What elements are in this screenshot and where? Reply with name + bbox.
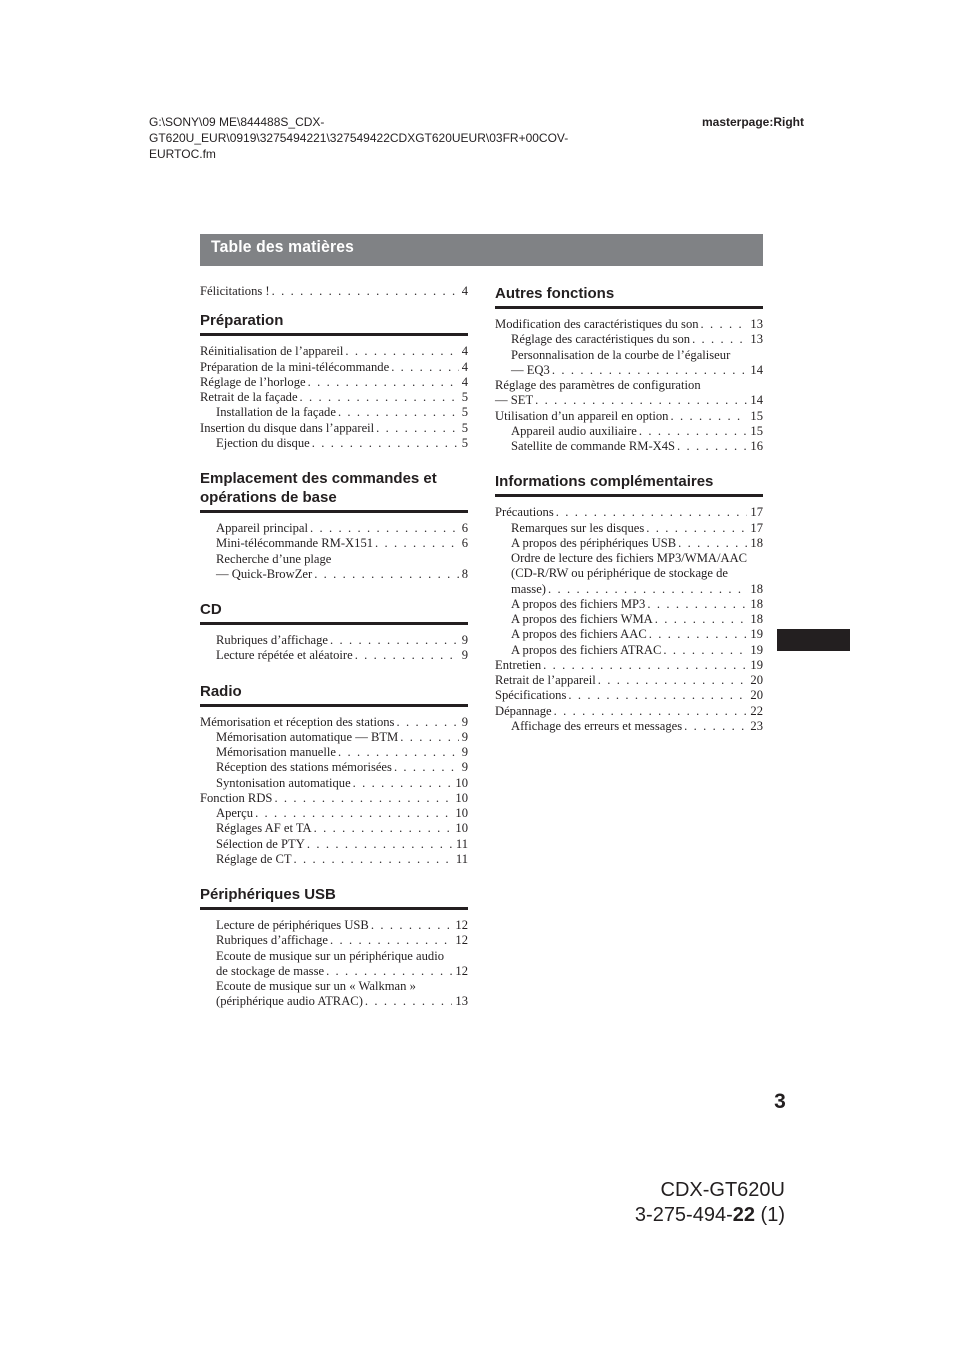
section-heading: Préparation xyxy=(200,311,468,336)
toc-entry-text: Modification des caractéristiques du son xyxy=(495,317,699,331)
dot-leader xyxy=(343,344,458,359)
dot-leader xyxy=(305,837,453,852)
toc-entry-text: Recherche d’une plage xyxy=(216,551,332,566)
dot-leader xyxy=(675,439,747,454)
toc-entry xyxy=(200,964,468,979)
toc-entry-text: Personnalisation de la courbe de l’égaliseur xyxy=(511,347,731,362)
dot-leader xyxy=(398,730,458,745)
toc-entry xyxy=(495,643,763,658)
toc-entry-text: Syntonisation automatique xyxy=(216,775,351,790)
toc-entry-text: A propos des fichiers ATRAC xyxy=(511,642,662,657)
toc-entry xyxy=(200,806,468,821)
toc-entry-page: 13 xyxy=(750,317,763,331)
dot-leader xyxy=(363,994,453,1009)
dot-leader xyxy=(369,918,453,933)
toc-entry-page: 23 xyxy=(750,718,763,733)
toc-entry-page: 9 xyxy=(461,729,468,744)
toc-entry-text: Lecture répétée et aléatoire xyxy=(216,648,353,663)
toc-entry-page: 17 xyxy=(750,505,763,520)
toc-entry xyxy=(200,536,468,551)
toc-entry xyxy=(200,776,468,791)
toc-title-bar xyxy=(200,234,763,266)
dot-leader xyxy=(328,933,452,948)
toc-entry xyxy=(200,284,468,299)
toc-entry-page: 14 xyxy=(750,362,763,377)
toc-entry-text: Ecoute de musique sur un « Walkman » xyxy=(216,979,416,993)
toc-entry-page: 9 xyxy=(461,760,468,775)
toc-entry-text: de stockage de masse xyxy=(216,963,325,978)
toc-entry xyxy=(495,424,763,439)
toc-entry-text: Mémorisation manuelle xyxy=(216,745,336,759)
section-heading: Informations complémentaires xyxy=(495,472,763,497)
toc-entry-text: (CD-R/RW ou périphérique de stockage de xyxy=(511,566,728,581)
toc-entry xyxy=(495,582,763,597)
dot-leader xyxy=(324,964,452,979)
toc-entry xyxy=(200,405,468,420)
dot-leader xyxy=(637,424,748,439)
dot-leader xyxy=(308,521,459,536)
toc-entry-page: 18 xyxy=(750,581,763,596)
toc-entry xyxy=(200,979,468,994)
toc-entry-text: Mémorisation et réception des stations xyxy=(200,714,395,729)
toc-entry-page: 10 xyxy=(455,790,468,805)
toc-entry-text: Félicitations ! xyxy=(200,284,270,298)
toc-entry-page: 19 xyxy=(750,627,763,642)
toc-entry-page: 9 xyxy=(461,648,468,663)
toc-entry xyxy=(495,627,763,642)
dot-leader xyxy=(328,633,459,648)
part-code-prefix: 3-275-494- xyxy=(634,1204,733,1226)
toc-entry xyxy=(495,393,763,408)
toc-entry xyxy=(200,852,468,867)
toc-entry-text: Préparation de la mini-télécommande xyxy=(200,359,390,374)
dot-leader xyxy=(312,821,453,836)
toc-entry-page: 9 xyxy=(461,745,468,759)
dot-leader xyxy=(298,390,459,405)
dot-leader xyxy=(310,436,459,451)
toc-entry-page: 4 xyxy=(461,284,468,298)
toc-entry xyxy=(200,390,468,405)
toc-entry-text: Lecture de périphériques USB xyxy=(216,918,369,932)
toc-entry-page: 6 xyxy=(461,536,468,551)
toc-entry xyxy=(495,439,763,454)
toc-entry-text: Réglage de CT xyxy=(216,851,292,866)
toc-entry-text: Fonction RDS xyxy=(200,790,273,805)
toc-entry xyxy=(200,648,468,663)
toc-entry-text: masse) xyxy=(511,581,546,596)
toc-entry xyxy=(495,317,763,332)
toc-entry-text: Utilisation d’un appareil en option xyxy=(495,408,669,423)
section-heading: Autres fonctions xyxy=(495,284,763,309)
toc-entry xyxy=(200,745,468,760)
toc-entry-text: Aperçu xyxy=(216,806,254,820)
file-path-header: G:\SONY\09 ME\844488S_CDX-GT620U_EUR\0919\3275494221\327549422CDXGT620UEUR\03FR+00COV-EURTOC.fm xyxy=(149,115,569,161)
toc-entry xyxy=(200,436,468,451)
toc-entry-page: 15 xyxy=(750,408,763,423)
dot-leader xyxy=(389,360,459,375)
toc-entry-page: 18 xyxy=(750,596,763,611)
toc-entry xyxy=(200,730,468,745)
toc-entry xyxy=(200,633,468,648)
toc-entry-page: 17 xyxy=(750,520,763,535)
toc-entry-page: 5 xyxy=(461,390,468,404)
model-name: CDX-GT620U xyxy=(660,1179,785,1201)
toc-entry-text: Installation de la façade xyxy=(216,405,336,420)
dot-leader xyxy=(566,688,747,703)
dot-leader xyxy=(596,673,748,688)
toc-entry-page: 5 xyxy=(461,405,468,420)
dot-leader xyxy=(699,317,748,332)
toc-entry-page: 12 xyxy=(455,933,468,948)
page-title: Table des matières xyxy=(211,237,354,256)
toc-entry-text: Satellite de commande RM-X4S xyxy=(511,439,676,453)
part-code xyxy=(600,1203,785,1228)
toc-entry xyxy=(495,658,763,673)
toc-entry-text: Réglage des caractéristiques du son xyxy=(511,332,691,347)
dot-leader xyxy=(661,643,747,658)
toc-entry xyxy=(200,791,468,806)
masterpage-label: masterpage:Right xyxy=(701,115,804,129)
toc-entry xyxy=(495,521,763,536)
toc-entry-text: Ordre de lecture des fichiers MP3/WMA/AAC xyxy=(511,551,748,565)
toc-entry-page: 18 xyxy=(750,612,763,626)
toc-entry-page: 11 xyxy=(455,851,468,866)
toc-entry-text: Remarques sur les disques xyxy=(511,520,645,535)
dot-leader xyxy=(374,421,459,436)
toc-entry xyxy=(495,551,763,566)
dot-leader xyxy=(373,536,459,551)
section-tab-marker xyxy=(777,629,850,651)
toc-entry xyxy=(495,704,763,719)
toc-right-column xyxy=(495,284,763,734)
section-heading: CD xyxy=(200,600,468,625)
dot-leader xyxy=(336,745,459,760)
toc-entry-page: 9 xyxy=(461,633,468,647)
toc-entry-page: 19 xyxy=(750,642,763,657)
dot-leader xyxy=(690,332,747,347)
toc-entry-text: — EQ3 xyxy=(511,362,550,377)
dot-leader xyxy=(353,648,459,663)
dot-leader xyxy=(292,852,453,867)
dot-leader xyxy=(546,582,747,597)
toc-entry-text: Entretien xyxy=(495,657,542,672)
toc-entry-page: 10 xyxy=(455,806,468,820)
toc-entry xyxy=(200,360,468,375)
toc-entry-text: Appareil audio auxiliaire xyxy=(511,423,637,438)
toc-entry-page: 5 xyxy=(461,435,468,450)
toc-entry-text: Retrait de l’appareil xyxy=(495,673,596,687)
dot-leader xyxy=(272,791,452,806)
dot-leader xyxy=(394,715,458,730)
part-code-bold: 22 xyxy=(732,1204,755,1226)
toc-entry xyxy=(200,994,468,1009)
toc-entry xyxy=(200,821,468,836)
toc-entry-text: Réglage des paramètres de configuration xyxy=(495,378,701,392)
toc-entry-page: 8 xyxy=(461,566,468,581)
dot-leader xyxy=(676,536,747,551)
toc-entry-text: A propos des fichiers AAC xyxy=(511,627,647,642)
dot-leader xyxy=(270,284,459,299)
toc-entry xyxy=(495,378,763,393)
toc-entry xyxy=(200,715,468,730)
toc-entry-page: 14 xyxy=(750,393,763,408)
toc-entry-text: Réglages AF et TA xyxy=(216,821,312,836)
toc-entry xyxy=(495,673,763,688)
toc-entry-text: Spécifications xyxy=(495,688,567,703)
toc-entry-text: Mémorisation automatique — BTM xyxy=(216,729,399,744)
toc-entry-text: A propos des fichiers WMA xyxy=(511,612,653,626)
toc-entry xyxy=(200,567,468,582)
toc-entry-text: Réception des stations mémorisées xyxy=(216,760,392,775)
part-code-suffix: (1) xyxy=(755,1204,785,1226)
toc-entry-page: 12 xyxy=(455,963,468,978)
toc-entry-text: Sélection de PTY xyxy=(216,836,305,851)
toc-entry-page: 16 xyxy=(750,439,763,453)
dot-leader xyxy=(552,704,748,719)
toc-entry xyxy=(495,348,763,363)
toc-entry xyxy=(200,949,468,964)
dot-leader xyxy=(668,409,747,424)
toc-entry xyxy=(200,421,468,436)
toc-entry xyxy=(200,918,468,933)
toc-entry xyxy=(200,521,468,536)
toc-entry xyxy=(495,688,763,703)
dot-leader xyxy=(554,505,748,520)
toc-entry-page: 20 xyxy=(750,673,763,687)
toc-entry-page: 13 xyxy=(750,332,763,347)
toc-entry-text: Retrait de la façade xyxy=(200,390,298,404)
dot-leader xyxy=(653,612,748,627)
dot-leader xyxy=(336,405,459,420)
toc-entry-page: 15 xyxy=(750,423,763,438)
toc-entry-text: A propos des périphériques USB xyxy=(511,535,677,550)
toc-entry-page: 4 xyxy=(461,359,468,374)
toc-left-column xyxy=(200,284,468,1010)
section-heading: Périphériques USB xyxy=(200,885,468,910)
toc-entry-page: 13 xyxy=(455,994,468,1009)
toc-entry-page: 4 xyxy=(461,374,468,389)
toc-entry xyxy=(495,536,763,551)
toc-entry-text: Affichage des erreurs et messages xyxy=(511,718,683,733)
toc-entry-text: A propos des fichiers MP3 xyxy=(511,596,646,611)
toc-entry xyxy=(495,332,763,347)
toc-entry-text: Rubriques d’affichage xyxy=(216,633,329,647)
toc-entry-text: Rubriques d’affichage xyxy=(216,933,329,948)
toc-entry xyxy=(200,760,468,775)
dot-leader xyxy=(645,597,747,612)
dot-leader xyxy=(312,567,459,582)
toc-entry-page: 19 xyxy=(750,657,763,672)
dot-leader xyxy=(351,776,453,791)
toc-entry-page: 22 xyxy=(750,703,763,718)
toc-entry xyxy=(495,612,763,627)
dot-leader xyxy=(392,760,459,775)
toc-entry-text: (périphérique audio ATRAC) xyxy=(216,994,363,1009)
toc-entry xyxy=(495,597,763,612)
toc-entry-text: Appareil principal xyxy=(216,521,308,535)
toc-entry-page: 18 xyxy=(750,535,763,550)
toc-entry xyxy=(495,409,763,424)
dot-leader xyxy=(644,521,747,536)
dot-leader xyxy=(541,658,747,673)
toc-entry-page: 4 xyxy=(461,344,468,359)
toc-entry xyxy=(495,505,763,520)
toc-entry-page: 20 xyxy=(750,688,763,703)
toc-entry-text: — Quick-BrowZer xyxy=(216,566,313,581)
toc-entry-page: 9 xyxy=(461,714,468,729)
toc-entry xyxy=(200,552,468,567)
toc-entry xyxy=(495,363,763,378)
dot-leader xyxy=(550,363,748,378)
toc-entry-page: 11 xyxy=(455,836,468,851)
toc-entry-page: 10 xyxy=(455,775,468,790)
toc-entry-page: 5 xyxy=(461,420,468,435)
dot-leader xyxy=(682,719,747,734)
dot-leader xyxy=(306,375,459,390)
toc-entry-page: 6 xyxy=(461,521,468,535)
toc-entry-text: Ejection du disque xyxy=(216,435,310,450)
toc-entry xyxy=(200,344,468,359)
section-heading: Emplacement des commandes et opérations de base xyxy=(200,469,468,513)
section-heading: Radio xyxy=(200,682,468,707)
toc-entry-text: Insertion du disque dans l’appareil xyxy=(200,420,375,435)
toc-entry-page: 10 xyxy=(455,821,468,836)
toc-entry-text: Précautions xyxy=(495,505,554,520)
page-number: 3 xyxy=(774,1090,786,1113)
toc-entry xyxy=(495,566,763,581)
toc-entry-text: — SET xyxy=(495,393,534,408)
toc-entry xyxy=(200,375,468,390)
dot-leader xyxy=(533,393,747,408)
toc-entry-text: Réglage de l’horloge xyxy=(200,374,306,389)
toc-entry-page: 12 xyxy=(455,918,468,932)
toc-entry-text: Mini-télécommande RM-X151 xyxy=(216,536,374,551)
dot-leader xyxy=(253,806,452,821)
toc-entry-text: Ecoute de musique sur un périphérique audio xyxy=(216,948,445,963)
toc-entry-text: Dépannage xyxy=(495,703,552,718)
dot-leader xyxy=(647,627,748,642)
toc-entry-text: Réinitialisation de l’appareil xyxy=(200,344,344,359)
toc-entry xyxy=(200,933,468,948)
toc-entry xyxy=(200,837,468,852)
toc-entry xyxy=(495,719,763,734)
model-block xyxy=(600,1178,785,1228)
